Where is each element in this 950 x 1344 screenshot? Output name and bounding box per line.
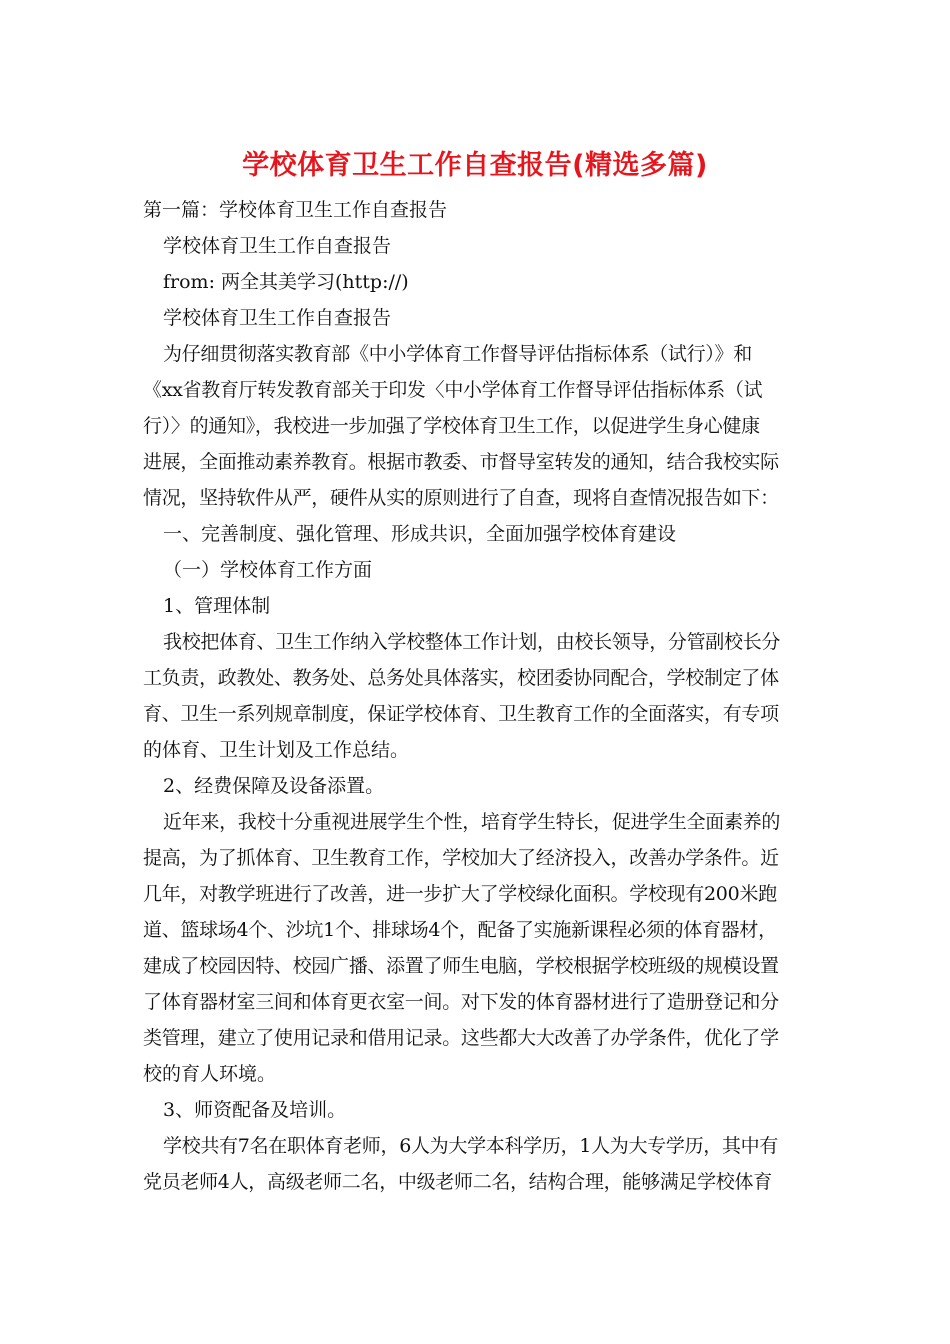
paragraph-line: 类管理，建立了使用记录和借用记录。这些都大大改善了办学条件，优化了学 (143, 1027, 779, 1049)
document-body (143, 192, 803, 1200)
item-heading: 1、管理体制 (163, 595, 271, 617)
paragraph-line: 行）〉的通知》，我校进一步加强了学校体育卫生工作，以促进学生身心健康 (143, 415, 760, 437)
paragraph-line: 提高，为了抓体育、卫生教育工作，学校加大了经济投入，改善办学条件。近 (143, 847, 779, 869)
paragraph-line: 我校把体育、卫生工作纳入学校整体工作计划，由校长领导，分管副校长分 (163, 631, 781, 653)
paragraph-line: 情况，坚持软件从严，硬件从实的原则进行了自查，现将自查情况报告如下： (143, 487, 779, 509)
subsection-heading: （一）学校体育工作方面 (163, 559, 373, 581)
report-subtitle-repeat: 学校体育卫生工作自查报告 (163, 307, 392, 329)
paragraph-line: 党员老师4人，高级老师二名，中级老师二名，结构合理，能够满足学校体育 (143, 1171, 772, 1193)
item-heading: 2、经费保障及设备添置。 (163, 775, 385, 797)
paragraph-line: 为仔细贯彻落实教育部《中小学体育工作督导评估指标体系（试行）》和 (163, 343, 752, 365)
paragraph-line: 学校共有7名在职体育老师，6人为大学本科学历，1人为大专学历，其中有 (163, 1135, 779, 1157)
paragraph-line: 近年来，我校十分重视进展学生个性，培育学生特长，促进学生全面素养的 (163, 811, 781, 833)
paragraph-line: 进展，全面推动素养教育。根据市教委、市督导室转发的通知，结合我校实际 (143, 451, 779, 473)
paragraph-line: 建成了校园因特、校园广播、添置了师生电脑，学校根据学校班级的规模设置 (143, 955, 779, 977)
paragraph-line: 校的育人环境。 (143, 1063, 277, 1085)
paragraph-line: 道、篮球场4个、沙坑1个、排球场4个，配备了实施新课程必须的体育器材， (143, 919, 777, 941)
paragraph-line: 了体育器材室三间和体育更衣室一间。对下发的体育器材进行了造册登记和分 (143, 991, 779, 1013)
paragraph-line: 育、卫生一系列规章制度，保证学校体育、卫生教育工作的全面落实，有专项 (143, 703, 779, 725)
paragraph-line: 工负责，政教处、教务处、总务处具体落实，校团委协同配合，学校制定了体 (143, 667, 779, 689)
report-subtitle: 学校体育卫生工作自查报告 (163, 235, 392, 257)
paragraph-line: 几年，对教学班进行了改善，进一步扩大了学校绿化面积。学校现有200米跑 (143, 883, 777, 905)
source-line: from: 两全其美学习(http://) (163, 271, 409, 293)
chapter-heading: 第一篇：学校体育卫生工作自查报告 (143, 199, 448, 221)
paragraph-line: 《xx省教育厅转发教育部关于印发〈中小学体育工作督导评估指标体系（试 (143, 379, 763, 401)
document-title: 学校体育卫生工作自查报告(精选多篇) (242, 150, 708, 181)
paragraph-line: 的体育、卫生计划及工作总结。 (143, 739, 410, 761)
item-heading: 3、师资配备及培训。 (163, 1099, 347, 1121)
section-heading: 一、完善制度、强化管理、形成共识，全面加强学校体育建设 (163, 523, 677, 545)
